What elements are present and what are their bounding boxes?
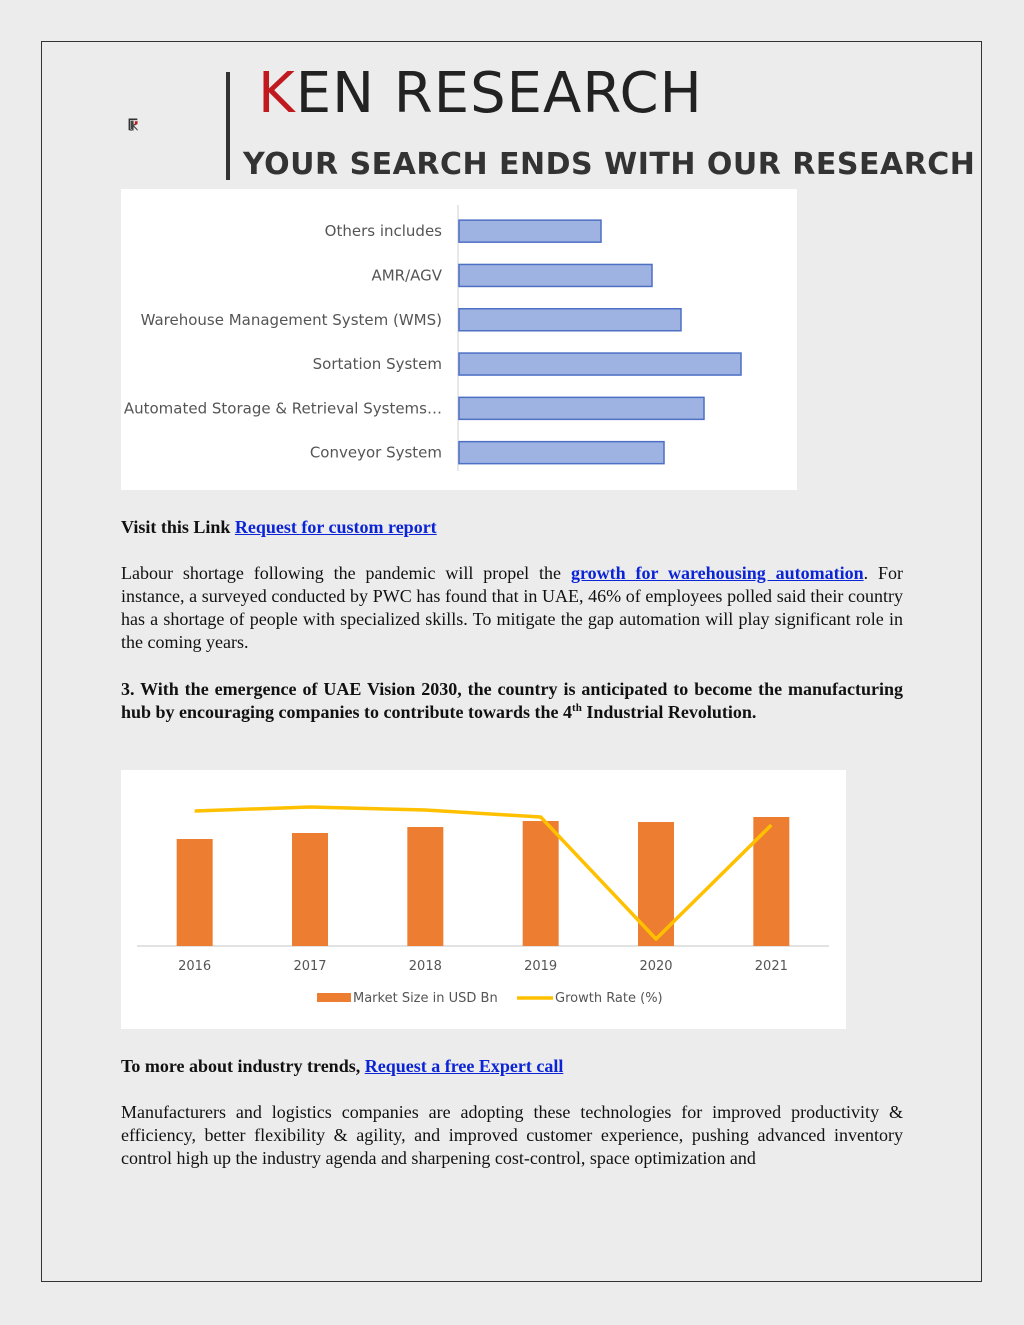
para1-text-start: Labour shortage following the pandemic will propel the: [121, 563, 571, 583]
heading3-text-end: Industrial Revolution.: [581, 702, 757, 722]
brand-name: KEN RESEARCH: [258, 61, 703, 126]
year-tick-label: 2018: [408, 959, 442, 974]
automation-segments-chart: [121, 189, 797, 490]
category-label: Automated Storage & Retrieval Systems…: [123, 399, 442, 418]
category-label: Conveyor System: [309, 443, 442, 462]
custom-report-link[interactable]: Request for custom report: [234, 517, 437, 537]
legend-label-growth-rate: Growth Rate (%): [555, 991, 663, 1006]
brand-tagline: YOUR SEARCH ENDS WITH OUR RESEARCH: [243, 147, 976, 182]
logo-divider: [226, 72, 230, 180]
horizontal-bar-chart: [121, 189, 797, 490]
bar: [459, 220, 601, 242]
para1-text-end: . For instance, a surveyed conducted by PWC has found that in UAE, 46% of employees polled said their country has a shortage of people with specialized skills. To mitigate the gap automation will play significant role in the coming years.: [121, 563, 903, 652]
trends-link-line: [121, 1055, 903, 1078]
warehousing-automation-link[interactable]: growth for warehousing automation: [570, 563, 864, 583]
growth-rate-line: [195, 807, 772, 939]
heading3-text-start: 3. With the emergence of UAE Vision 2030, the country is anticipated to become the manufacturing hub by encouraging companies to contribute towards the 4: [121, 679, 903, 722]
expert-call-link[interactable]: Request a free Expert call: [364, 1056, 564, 1076]
legend-label-market-size: Market Size in USD Bn: [353, 991, 498, 1006]
market-size-bar: [407, 827, 443, 946]
visit-link-line: [121, 516, 903, 539]
bar: [459, 442, 664, 464]
category-label: AMR/AGV: [371, 266, 442, 285]
paragraph-manufacturers: Manufacturers and logistics companies are adopting these technologies for improved productivity & efficiency, better flexibility & agility, and improved customer experience, pushing advanced inventory control high up the industry agenda and sharpening cost-control, space optimization and: [121, 1102, 903, 1168]
bar: [459, 264, 652, 286]
paragraph-labour-shortage: [121, 562, 903, 654]
market-size-chart: [121, 770, 846, 1029]
year-tick-label: 2016: [178, 959, 212, 974]
bar: [459, 309, 681, 331]
market-size-bar: [177, 839, 213, 946]
trends-prefix: To more about industry trends,: [121, 1056, 365, 1076]
year-tick-label: 2017: [293, 959, 327, 974]
bar: [459, 353, 741, 375]
category-label: Warehouse Management System (WMS): [140, 310, 442, 329]
market-size-bar: [292, 833, 328, 946]
visit-prefix: Visit this Link: [121, 517, 235, 537]
year-tick-label: 2021: [754, 959, 788, 974]
bar: [459, 397, 704, 419]
heading-uae-vision: [121, 678, 903, 724]
market-size-bar: [523, 821, 559, 946]
category-label: Sortation System: [312, 355, 442, 374]
category-label: Others includes: [324, 222, 442, 241]
ken-research-logo-icon: [128, 66, 218, 184]
bar-line-combo-chart: [121, 770, 846, 1029]
legend-swatch-market-size: [317, 993, 351, 1002]
year-tick-label: 2020: [639, 959, 673, 974]
year-tick-label: 2019: [524, 959, 558, 974]
heading3-superscript: th: [572, 702, 582, 714]
